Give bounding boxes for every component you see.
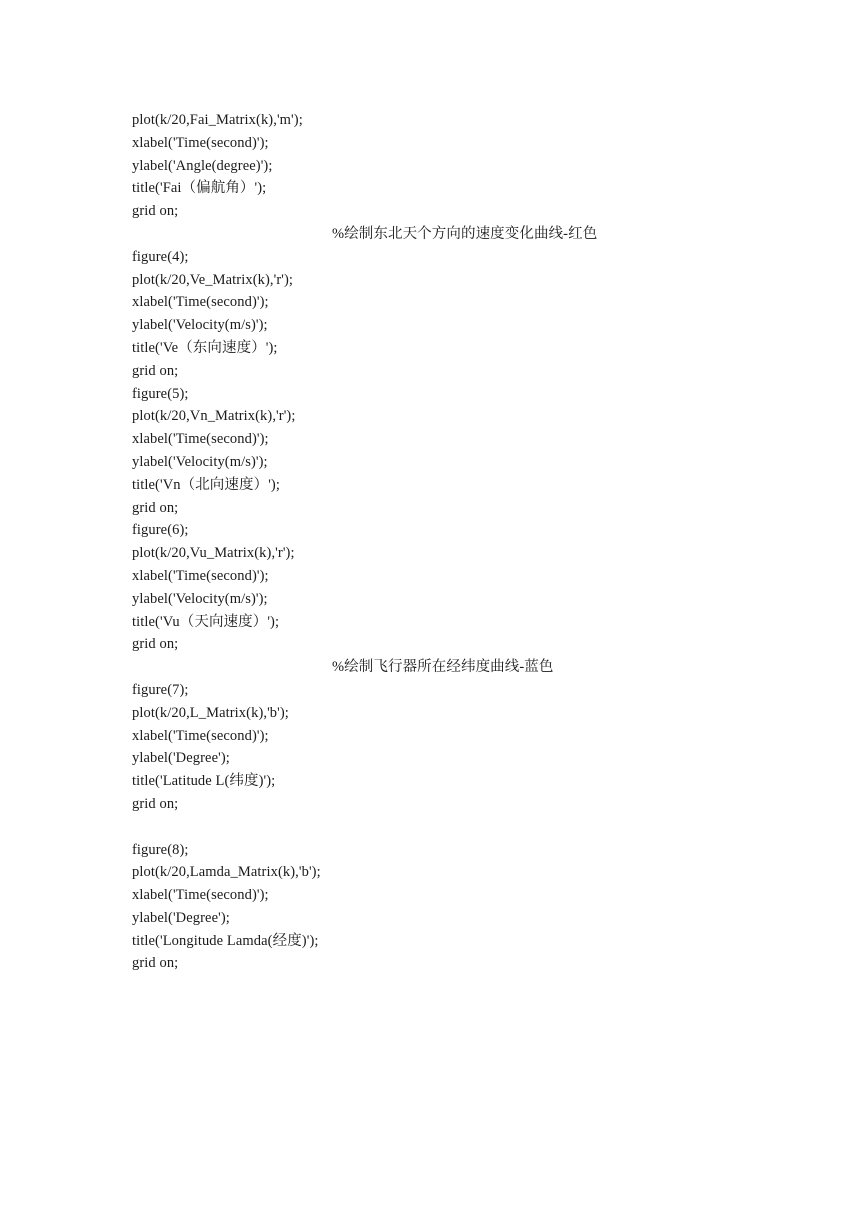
code-line: xlabel('Time(second)');	[132, 294, 269, 311]
code-line: xlabel('Time(second)');	[132, 887, 269, 904]
code-line: xlabel('Time(second)');	[132, 727, 269, 744]
comment-line: %绘制飞行器所在经纬度曲线-蓝色	[332, 659, 554, 676]
code-line: figure(7);	[132, 681, 189, 698]
code-line: xlabel('Time(second)');	[132, 134, 269, 151]
code-line: plot(k/20,L_Matrix(k),'b');	[132, 704, 289, 721]
matlab-code-listing	[132, 109, 732, 975]
code-line: ylabel('Degree');	[132, 750, 230, 767]
code-line: xlabel('Time(second)');	[132, 567, 269, 584]
code-line: plot(k/20,Fai_Matrix(k),'m');	[132, 112, 303, 128]
code-line: grid on;	[132, 636, 179, 653]
comment-line: %绘制东北天个方向的速度变化曲线-红色	[332, 225, 598, 242]
code-line: ylabel('Angle(degree)');	[132, 157, 273, 174]
blank-line	[132, 816, 732, 839]
code-line: grid on;	[132, 203, 179, 220]
code-line: grid on;	[132, 499, 179, 516]
code-line: grid on;	[132, 362, 179, 379]
code-line: figure(6);	[132, 522, 189, 539]
code-line: plot(k/20,Vn_Matrix(k),'r');	[132, 408, 296, 425]
code-line: plot(k/20,Vu_Matrix(k),'r');	[132, 545, 295, 562]
code-line: title('Longitude Lamda(经度)');	[132, 932, 319, 949]
code-line: title('Ve（东向速度）');	[132, 339, 278, 356]
code-line: ylabel('Degree');	[132, 909, 230, 926]
code-line: plot(k/20,Lamda_Matrix(k),'b');	[132, 864, 321, 881]
code-line: ylabel('Velocity(m/s)');	[132, 453, 268, 470]
code-line: figure(5);	[132, 385, 189, 402]
code-line: figure(4);	[132, 248, 189, 265]
code-line: ylabel('Velocity(m/s)');	[132, 590, 268, 607]
code-line: plot(k/20,Ve_Matrix(k),'r');	[132, 271, 294, 288]
code-line: ylabel('Velocity(m/s)');	[132, 317, 268, 334]
code-line: title('Fai（偏航角）');	[132, 180, 267, 197]
code-line: xlabel('Time(second)');	[132, 431, 269, 448]
code-line: title('Latitude L(纬度)');	[132, 773, 276, 790]
code-line: grid on;	[132, 795, 179, 812]
code-line: grid on;	[132, 955, 179, 972]
code-line: title('Vu（天向速度）');	[132, 613, 280, 630]
code-line: title('Vn（北向速度）');	[132, 476, 280, 493]
code-line: figure(8);	[132, 841, 189, 858]
